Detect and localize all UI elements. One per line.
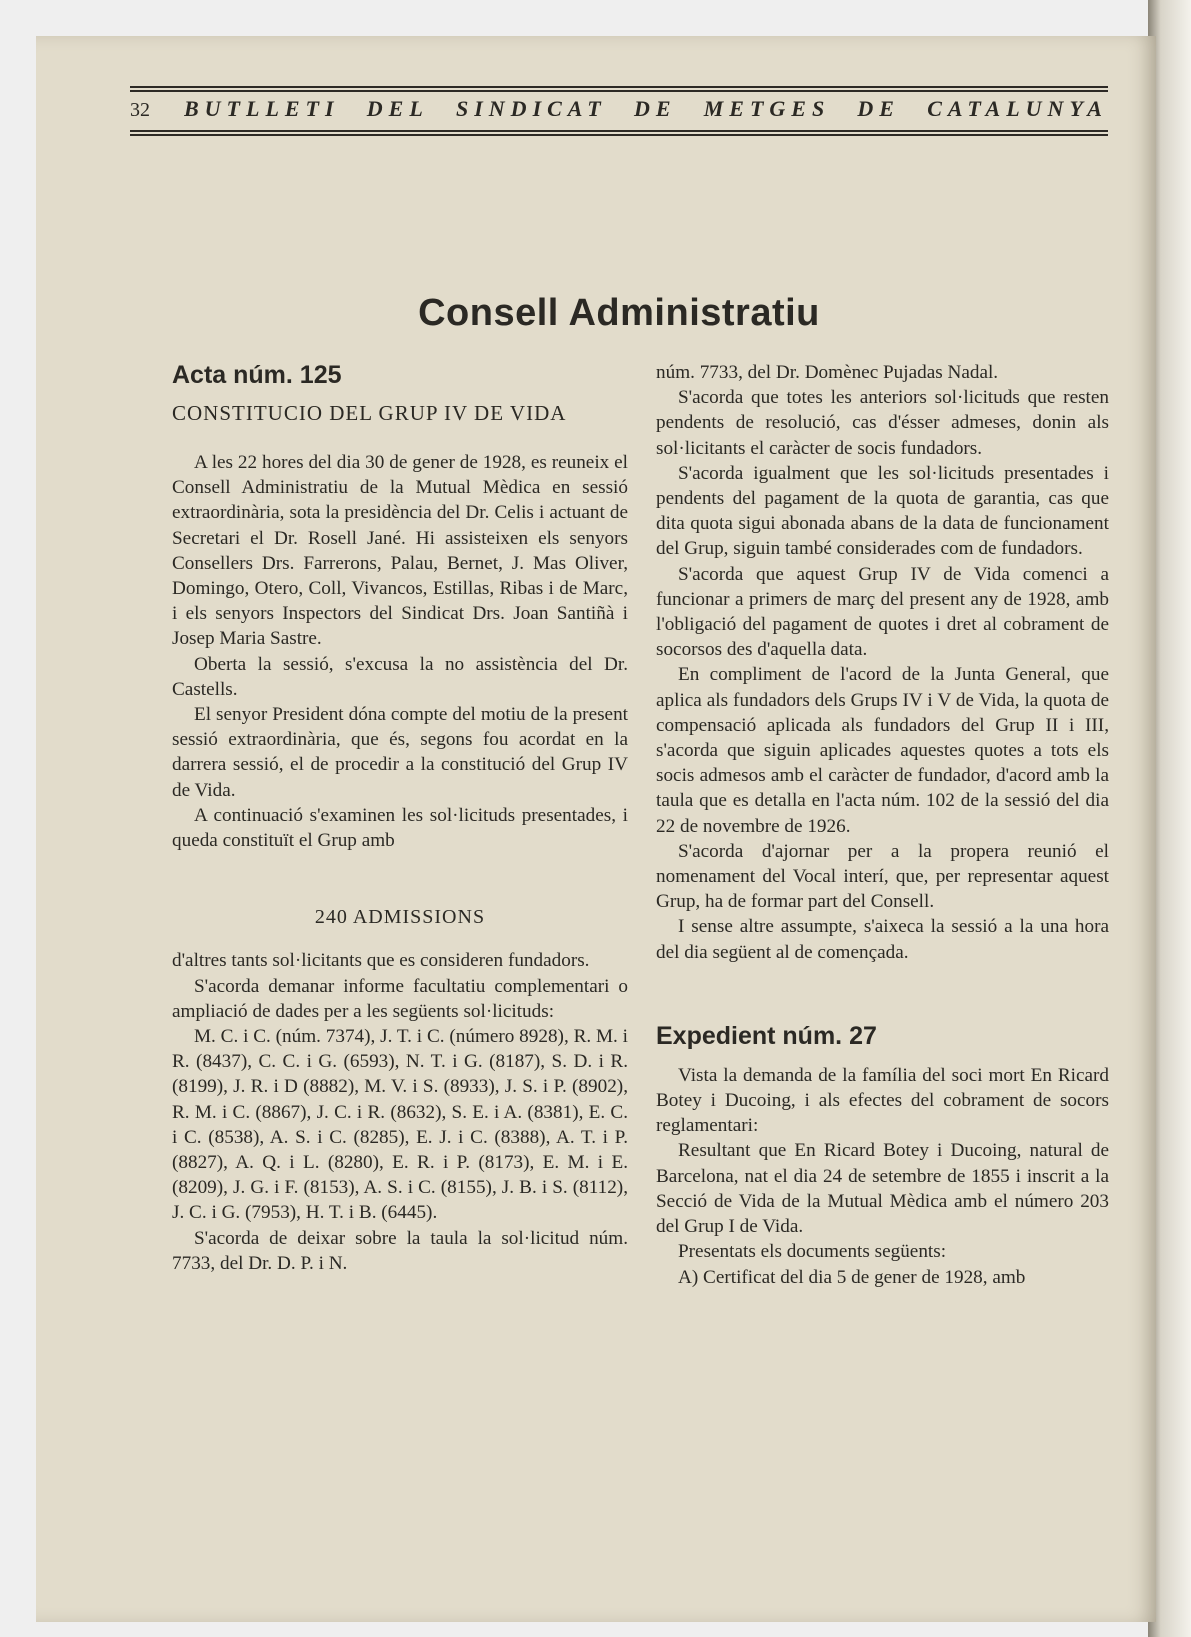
section-subheading: CONSTITUCIO DEL GRUP IV DE VIDA (172, 401, 567, 425)
running-title-word: BUTLLETI (184, 96, 340, 121)
paragraph: I sense altre assumpte, s'aixeca la sessió a la una hora del dia següent al de començada. (656, 916, 1109, 963)
page-number: 32 (130, 99, 150, 121)
paragraph: S'acorda demanar informe facultatiu complementari o ampliació de dades per a les següents sol·licituds: (172, 975, 628, 1022)
centered-heading: 240 ADMISSIONS (314, 906, 486, 929)
running-title-word: CATALUNYA (927, 96, 1108, 121)
running-title (184, 96, 1108, 122)
paragraph: Presentats els documents següents: (678, 1241, 947, 1263)
paragraph: S'acorda que totes les anteriors sol·licituds que resten pendents de resolució, cas d'ésser admeses, donin als sol·licitants el caràcter de socis fundadors. (656, 387, 1109, 459)
section-heading: Acta núm. 125 (172, 361, 342, 389)
paragraph: El senyor President dóna compte del motiu de la present sessió extraordinària, que és, segons fou acordat en la darrera sessió, el de procedir a la constitució del Grup IV de Vida. (172, 704, 628, 801)
paragraph: núm. 7733, del Dr. Domènec Pujadas Nadal. (656, 362, 999, 383)
paragraph: d'altres tants sol·licitants que es consideren fundadors. (172, 950, 590, 972)
paragraph: M. C. i C. (núm. 7374), J. T. i C. (número 8928), R. M. i R. (8437), C. C. i G. (6593), N. T. i G. (8187), S. D. i R. (8199), J. R. i D (8882), M. V. i S. (8933), J. S. i P. (8902), R. M. i C. (8867), J. C. i R. (8632), S. E. i A. (8381), E. C. i C. (8538), A. S. i C. (8285), E. J. i C. (8388), A. T. i P. (8827), A. Q. i L. (8280), E. R. i P. (8173), E. M. i E. (8209), J. G. i F. (8153), A. S. i C. (8155), J. B. i S. (8112), J. C. i G. (7953), H. T. i B. (6445). (172, 1026, 628, 1224)
paragraph: S'acorda igualment que les sol·licituds presentades i pendents del pagament de la quota de garantia, cas que dita quota sigui abonada abans de la data de funcionament del Grup, siguin també considerades com de fundadors. (656, 462, 1109, 560)
left-column (172, 360, 628, 1276)
running-title-word: DEL (366, 96, 429, 121)
paragraph: Resultant que En Ricard Botey i Ducoing, natural de Barcelona, nat el dia 24 de setembre de 1855 i inscrit a la Secció de Vida de la Mutual Mèdica amb el número 203 del Grup I de Vida. (656, 1140, 1109, 1238)
right-column (656, 360, 1109, 1290)
running-title-word: DE (633, 96, 677, 121)
paragraph: Oberta la sessió, s'excusa la no assistència del Dr. Castells. (172, 653, 628, 700)
paragraph: S'acorda de deixar sobre la taula la sol·licitud núm. 7733, del Dr. D. P. i N. (172, 1227, 628, 1274)
paragraph: Vista la demanda de la família del soci mort En Ricard Botey i Ducoing, i als efectes del cobrament de socors reglamentari: (656, 1064, 1109, 1137)
running-title-word: DE (857, 96, 900, 121)
header-rule-bottom-2 (130, 134, 1108, 136)
section-heading: Expedient núm. 27 (656, 1021, 877, 1050)
paragraph: A les 22 hores del dia 30 de gener de 1928, es reuneix el Consell Administratiu de la Mutual Mèdica en sessió extraordinària, sota la presidència del Dr. Celis i actuant de Secretari el Dr. Rosell Jané. Hi assisteixen els senyors Consellers Drs. Farrerons, Palau, Bernet, J. Mas Oliver, Domingo, Otero, Coll, Vivancos, Estillas, Ribas i de Marc, i els senyors Inspectors del Sindicat Drs. Joan Santiñà i Josep Maria Sastre. (172, 452, 628, 650)
header-rule-top (130, 86, 1108, 88)
header-rule-bottom (130, 130, 1108, 132)
paragraph: A) Certificat del dia 5 de gener de 1928, amb (678, 1266, 1026, 1288)
running-title-word: METGES (703, 96, 831, 121)
page-title: Consell Administratiu (418, 292, 820, 334)
paragraph: En compliment de l'acord de la Junta General, que aplica als fundadors dels Grups IV i V de Vida, la quota de compensació aplicada als fundadors del Grup II i III, s'acorda que siguin aplicades aquestes quotes a tots els socis admesos amb el caràcter de fundador, d'acord amb la taula que es detalla en l'acta núm. 102 de la sessió del dia 22 de novembre de 1926. (656, 664, 1109, 837)
paragraph: A continuació s'examinen les sol·licituds presentades, i queda constituït el Grup amb (172, 804, 628, 852)
running-title-word: SINDICAT (456, 96, 607, 121)
header-rule-top-2 (130, 90, 1108, 92)
paragraph: S'acorda d'ajornar per a la propera reunió el nomenament del Vocal interí, que, per representar aquest Grup, ha de formar part del Consell. (656, 840, 1109, 913)
running-header (130, 96, 1108, 130)
paragraph: S'acorda que aquest Grup IV de Vida comenci a funcionar a primers de març del present any de 1928, amb l'obligació del pagament de quotes i dret al cobrament de socorsos des d'aquella data. (656, 563, 1109, 661)
